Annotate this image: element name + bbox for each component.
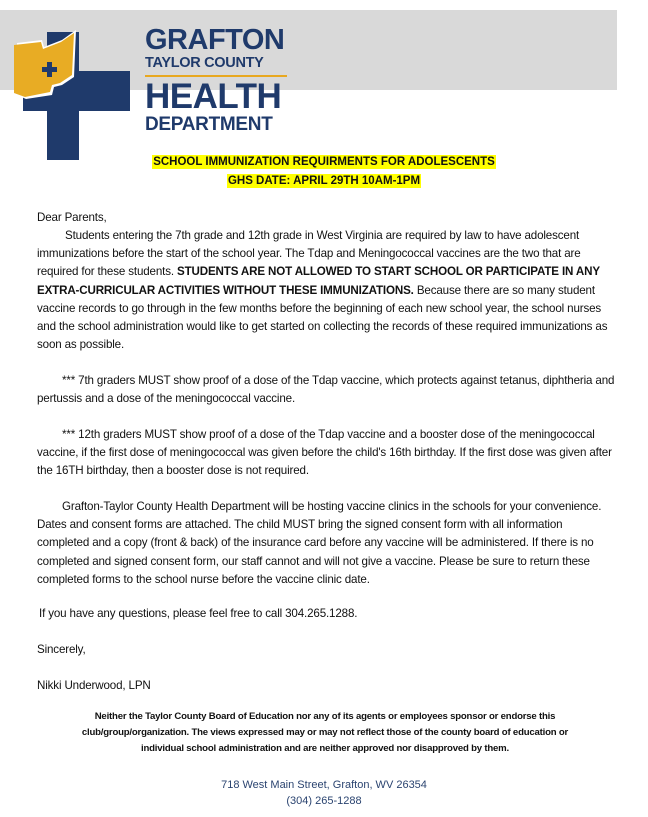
- phone: (304) 265-1288: [286, 795, 362, 807]
- paragraph-clinics: Grafton-Taylor County Health Department will be hosting vaccine clinics in the schools for your convenience. Dates and consent forms are attached. The child MUST bring the signed consent form with all information completed and a copy (front & back) of the insurance card before any vaccine will be administered. If there is no completed and signed consent form, our staff cannot and will not give a vaccine. Please be sure to return these completed forms to the school nurse before the vaccine clinic date.: [37, 500, 602, 586]
- title-line: SCHOOL IMMUNIZATION REQUIRMENTS FOR ADOLESCENTS: [153, 156, 495, 168]
- paragraph-requirements: [37, 227, 615, 354]
- signature: Nikki Underwood, LPN: [37, 679, 151, 692]
- p1-text-after: Because there are so many student vaccine records to go through in the few months before the beginning of each new school year, the school nurses and the school administration would like to get started on collecting the records of these required immunizations as soon as possible.: [37, 283, 608, 352]
- disclaimer: Neither the Taylor County Board of Education nor any of its agents or employees sponsor or endorse this club/group/organization. The views expressed may or may not reflect those of the county board of education or individual school administration and are neither approved nor disapproved by them.: [81, 711, 569, 754]
- logo-wordmark: [145, 25, 293, 136]
- greeting: Dear Parents,: [37, 211, 107, 224]
- document-title: [0, 156, 648, 168]
- paragraph-12th-grade: *** 12th graders MUST show proof of a dose of the Tdap vaccine and a booster dose of the meningococcal vaccine, if the first dose of meningococcal was given before the child's 16th birthday. If the first dose was given after the 16TH birthday, then a booster dose is not required.: [37, 428, 612, 478]
- logo-department: DEPARTMENT: [145, 114, 273, 135]
- logo-grafton: GRAFTON: [145, 24, 285, 56]
- p1-text: Students entering the 7th grade and 12th grade in West Virginia are required by law to have adolescent immunizations before the start of the school year. The Tdap and Meningococcal vaccines are the two that are required for these students.: [37, 229, 581, 279]
- footer-address: [0, 777, 648, 809]
- health-cross-logo-icon: [14, 25, 134, 165]
- logo-taylor-county: TAYLOR COUNTY: [145, 55, 264, 71]
- closing: Sincerely,: [37, 643, 86, 656]
- p1-bold-warning: STUDENTS ARE NOT ALLOWED TO START SCHOOL OR PARTICIPATE IN ANY EXTRA-CURRICULAR ACTIVITIES WITHOUT THESE IMMUNIZATIONS.: [37, 265, 600, 297]
- event-date: [0, 175, 648, 187]
- date-line: GHS DATE: APRIL 29TH 10AM-1PM: [227, 175, 421, 187]
- logo-health: HEALTH: [145, 77, 282, 116]
- paragraph-7th-grade: *** 7th graders MUST show proof of a dose of the Tdap vaccine, which protects against tetanus, diphtheria and pertussis and a dose of the meningococcal vaccine.: [37, 374, 615, 406]
- contact-line: If you have any questions, please feel free to call 304.265.1288.: [39, 607, 358, 620]
- address: 718 West Main Street, Grafton, WV 26354: [221, 779, 427, 791]
